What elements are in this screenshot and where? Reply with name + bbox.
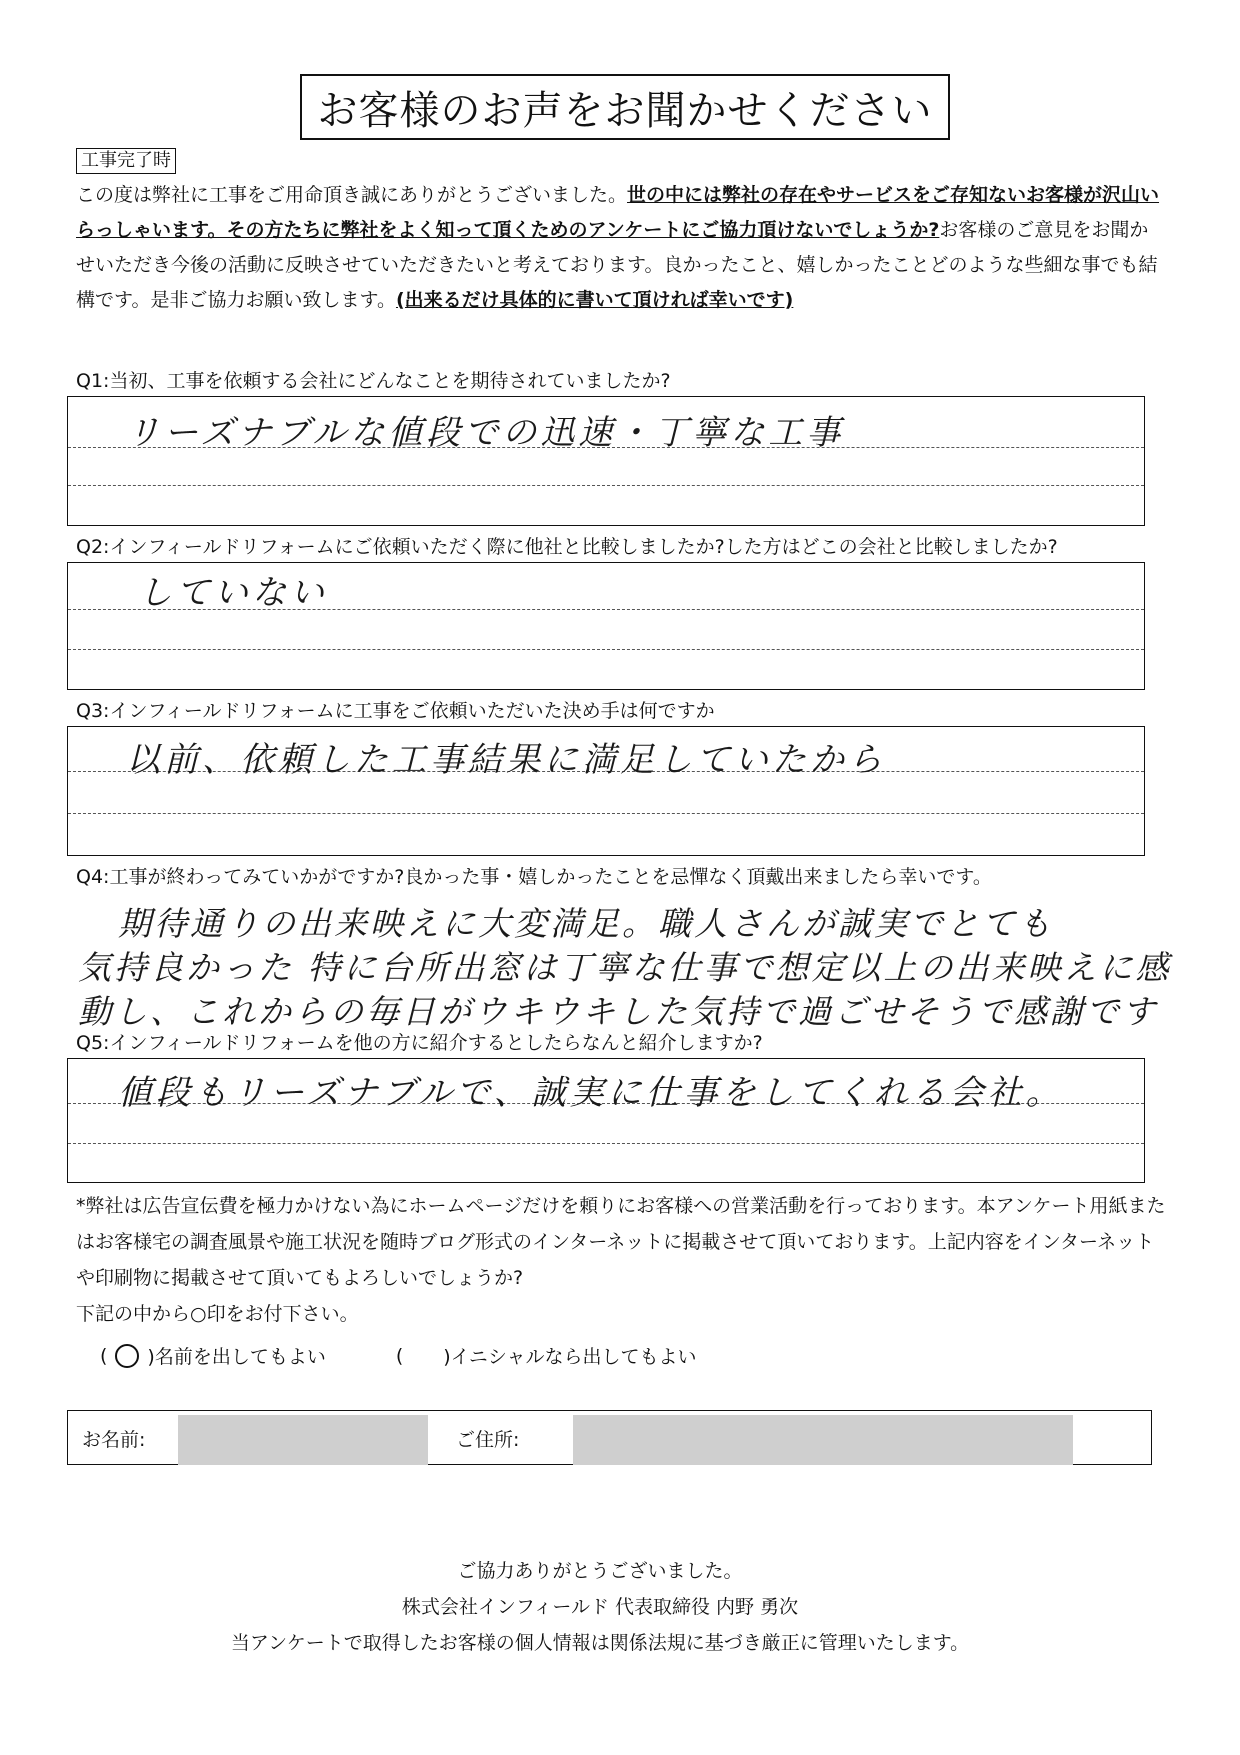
notice-instruction: 下記の中から○印をお付下さい。 (76, 1303, 359, 1325)
q1-answer-box[interactable] (67, 396, 1145, 526)
q3-label: Q3:インフィールドリフォームに工事をご依頼いただいた決め手は何ですか (76, 700, 715, 722)
answer-rule (68, 813, 1144, 814)
publication-choices (100, 1342, 697, 1369)
answer-rule (68, 649, 1144, 650)
q2-answer-box[interactable] (67, 562, 1145, 690)
q5-answer-box[interactable] (67, 1058, 1145, 1183)
completion-tag: 工事完了時 (76, 148, 176, 174)
q5-label: Q5:インフィールドリフォームを他の方に紹介するとしたらなんと紹介しますか? (76, 1032, 763, 1054)
q4-answer-line: 動し、これからの毎日がウキウキした気持で過ごせそうで感謝です (78, 992, 1158, 1031)
address-field-redacted[interactable] (573, 1415, 1073, 1465)
intro-text (76, 178, 1166, 318)
q1-label: Q1:当初、工事を依頼する会社にどんなことを期待されていましたか? (76, 370, 671, 392)
q4-answer-line: 期待通りの出来映えに大変満足。職人さんが誠実でとても (118, 904, 1054, 943)
answer-rule (68, 1143, 1144, 1144)
q2-label: Q2:インフィールドリフォームにご依頼いただく際に他社と比較しましたか?した方はどこの会社と比較しましたか? (76, 536, 1058, 558)
thanks-text: ご協力ありがとうございました。 (457, 1560, 743, 1582)
open-paren: ( (395, 1344, 404, 1367)
choice-initial-ok[interactable] (396, 1342, 697, 1369)
choice-name-ok-label: )名前を出してもよい (147, 1346, 326, 1368)
q5-answer: 値段もリーズナブルで、誠実に仕事をしてくれる会社。 (118, 1073, 1064, 1113)
name-label: お名前: (82, 1429, 146, 1451)
page-title: お客様のお声をお聞かせください (300, 74, 950, 140)
address-label: ご住所: (456, 1429, 520, 1451)
publication-notice (76, 1188, 1166, 1332)
privacy-note: 当アンケートで取得したお客様の個人情報は関係法規に基づき厳正に管理いたします。 (230, 1632, 970, 1654)
q1-answer: リーズナブルな値段での迅速・丁寧な工事 (126, 413, 845, 453)
company-signature: 株式会社インフィールド 代表取締役 内野 勇次 (401, 1596, 799, 1618)
intro-p1: この度は弊社に工事をご用命頂き誠にありがとうございました。 (76, 184, 628, 206)
q4-answer-area[interactable] (78, 902, 1172, 1034)
q2-answer: していない (138, 573, 328, 613)
selected-circle-icon (115, 1344, 139, 1368)
q3-answer: 以前、依頼した工事結果に満足していたから (126, 740, 886, 780)
q4-answer-line: 気持良かった 特に台所出窓は丁寧な仕事で想定以上の出来映えに感 (78, 948, 1172, 987)
open-paren: ( (100, 1344, 108, 1367)
notice-text: *弊社は広告宣伝費を極力かけない為にホームページだけを頼りにお客様への営業活動を行っております。本アンケート用紙またはお客様宅の調査風景や施工状況を随時ブログ形式のインターネットに掲載させて頂いております。上記内容をインターネットや印刷物に掲載させて頂いてもよろしいでしょうか? (76, 1195, 1166, 1289)
answer-rule (68, 485, 1144, 486)
intro-p4: (出来るだけ具体的に書いて頂ければ幸いです) (395, 289, 794, 311)
intro-p3: お客様のご意見をお聞かせいただき今後の活動に反映させていただきたいと考えております。良かったこと、嬉しかったことどのような些細な事でも結構です。是非ご協力お願い致します。 (76, 219, 1158, 311)
choice-initial-ok-label: )イニシャルなら出してもよい (443, 1346, 697, 1368)
name-field-redacted[interactable] (178, 1415, 428, 1465)
choice-name-ok[interactable] (100, 1342, 326, 1369)
customer-info-box (67, 1410, 1152, 1465)
q3-answer-box[interactable] (67, 726, 1145, 856)
q4-label: Q4:工事が終わってみていかがですか?良かった事・嬉しかったことを忌憚なく頂戴出来ましたら幸いです。 (76, 866, 992, 888)
intro-p2: 世の中には弊社の存在やサービスをご存知ないお客様が沢山いらっしゃいます。その方たちに弊社をよく知って頂くためのアンケートにご協力頂けないでしょうか? (76, 184, 1160, 241)
